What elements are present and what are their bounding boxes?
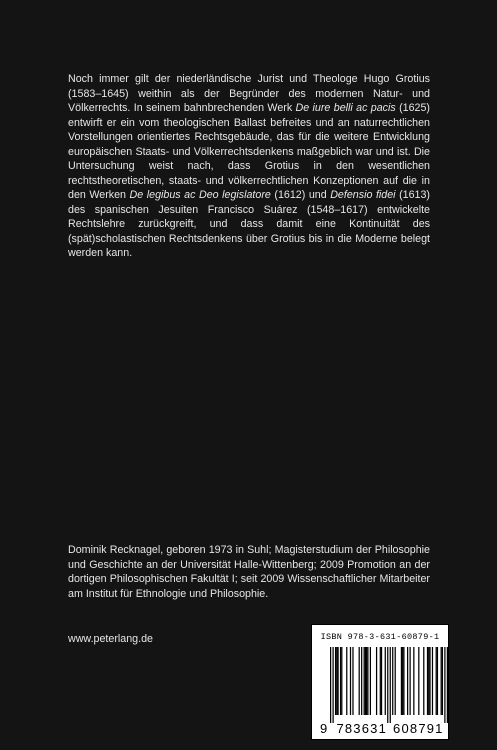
barcode-bar	[352, 647, 353, 715]
barcode-bar	[428, 647, 429, 715]
barcode-bar	[381, 647, 382, 715]
barcode-bar	[361, 647, 362, 715]
barcode-bar	[387, 647, 388, 723]
barcode-bar	[407, 647, 408, 715]
barcode-bar	[418, 647, 419, 715]
barcode-bar	[441, 647, 442, 715]
barcode-bar	[436, 647, 437, 715]
barcode-bar	[423, 647, 424, 715]
blurb-text	[68, 72, 430, 261]
barcode-bar	[427, 647, 428, 715]
barcode-bar	[437, 647, 438, 715]
barcode-bar	[359, 647, 360, 715]
barcode-bar	[392, 647, 393, 715]
barcode-bar	[409, 647, 410, 715]
barcode-bar	[413, 647, 414, 715]
author-bio: Dominik Recknagel, geboren 1973 in Suhl; Magisterstudium der Philosophie und Geschichte an der Universität Halle-Wittenberg; 2009 Promotion an der dortigen Philosophischen Fakultät I; seit 2009 Wissenschaftlicher Mitarbeiter am Institut für Ethnologie und Philosophie.	[68, 544, 430, 600]
ean-digits	[320, 721, 444, 736]
barcode-bar	[330, 647, 331, 723]
barcode-bar	[341, 647, 342, 715]
barcode-bar	[390, 647, 391, 723]
barcode-bar	[385, 647, 386, 715]
publisher-url[interactable]: www.peterlang.de	[68, 633, 153, 645]
barcode-bar	[365, 647, 366, 715]
blurb-segment: (1625) entwirft er ein vom theologischen Ballast befreites und an naturrechtlichen Vorstellungen orientiertes Rechtsgebäude, das für die weitere Entwicklung europäischen Staats- und Völkerrechtsdenkens maßgeblich war und ist. Die Untersuchung weist nach, dass Grotius in den wesentlichen rechtstheoretischen, staats- und völkerrechtlichen Konzeptionen auf die in den Werken	[68, 102, 430, 201]
isbn-barcode	[311, 624, 449, 740]
barcode-bar	[350, 647, 351, 715]
barcode-bar	[366, 647, 367, 715]
barcode-bar	[442, 647, 443, 715]
barcode-bar	[340, 647, 341, 715]
blurb-segment: (1613) des spanischen Jesuiten Francisco Suárez (1548–1617) entwickelte Rechtslehre zurückgreift, und dass damit eine Kontinuität des (spät)scholastischen Rechtsdenkens über Grotius bis in die Moderne belegt werden kann.	[68, 189, 430, 259]
barcode-bar	[332, 647, 333, 723]
book-title-italic: Defensio fidei	[330, 189, 396, 201]
ean-first-digit: 9	[320, 721, 329, 736]
ean-left-group: 783631	[336, 721, 388, 736]
blurb-segment: Noch immer gilt der niederländische Jurist und Theologe Hugo Grotius (1583–1645) weithin als der Begründer des modernen Natur- und Völkerrechts. In seinem bahnbrechenden Werk	[68, 73, 430, 114]
barcode-bar	[395, 647, 396, 715]
barcode-bar	[429, 647, 430, 715]
ean-right-group: 608791	[393, 721, 444, 736]
barcode-bar	[376, 647, 377, 715]
barcode-bar	[346, 647, 347, 715]
barcode-bars	[330, 647, 448, 723]
barcode-bar	[364, 647, 365, 715]
barcode-bar	[444, 647, 445, 723]
barcode-bar	[367, 647, 368, 715]
isbn-label: ISBN 978-3-631-60879-1	[320, 632, 440, 642]
book-title-italic: De legibus ac Deo legislatore	[129, 189, 271, 201]
barcode-bar	[401, 647, 402, 715]
barcode-bar	[403, 647, 404, 715]
barcode-bar	[335, 647, 336, 715]
barcode-bar	[370, 647, 371, 715]
blurb-segment: (1612) und	[270, 189, 331, 201]
barcode-bar	[380, 647, 381, 715]
barcode-bar	[402, 647, 403, 715]
barcode-bar	[337, 647, 338, 715]
barcode-bar	[447, 647, 448, 723]
book-title-italic: De iure belli ac pacis	[295, 102, 396, 114]
barcode-bar	[336, 647, 337, 715]
barcode-bar	[432, 647, 433, 715]
